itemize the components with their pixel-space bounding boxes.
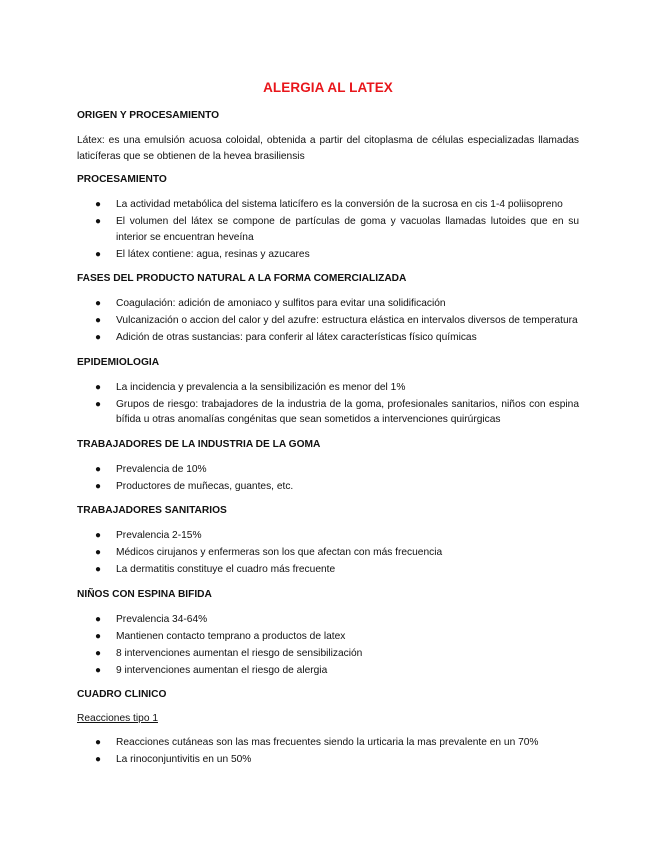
bullet-list [77,462,579,495]
list-item [77,247,579,263]
list-item [77,545,579,561]
bullet-icon: ● [95,630,102,642]
bullet-icon: ● [95,398,102,410]
section-heading: EPIDEMIOLOGIA [77,356,160,368]
list-item [77,214,579,245]
list-item [77,462,579,478]
list-item-text: Mantienen contacto temprano a productos de latex [116,630,346,642]
bullet-list [77,735,579,768]
document-body [77,80,579,778]
list-item-text: La rinoconjuntivitis en un 50% [116,754,252,765]
bullet-icon: ● [95,564,102,575]
list-item [77,296,579,312]
bullet-icon: ● [95,547,102,558]
list-item-text: La incidencia y prevalencia a la sensibilización es menor del 1% [116,381,406,393]
list-item [77,663,579,679]
bullet-list [77,528,579,578]
bullet-icon: ● [95,332,102,343]
bullet-list [77,296,579,346]
bullet-icon: ● [95,530,102,541]
section-heading: FASES DEL PRODUCTO NATURAL A LA FORMA COMERCIALIZADA [77,273,407,284]
list-item [77,330,579,346]
list-item-text: La dermatitis constituye el cuadro más frecuente [116,564,336,575]
list-item-text: Grupos de riesgo: trabajadores de la industria de la goma, profesionales sanitarios, niños con espina bífida u otras anomalías congénitas que sean sometidos a intervenciones quirúrgicas [116,398,579,425]
document-content [77,109,579,768]
section-heading: CUADRO CLINICO [77,689,167,700]
bullet-icon: ● [95,647,102,659]
list-item-text: 8 intervenciones aumentan el riesgo de sensibilización [116,647,363,659]
list-item [77,313,579,329]
list-item [77,562,579,578]
bullet-icon: ● [95,463,102,475]
list-item [77,528,579,544]
subsection-heading: Reacciones tipo 1 [77,713,158,724]
bullet-icon: ● [95,248,102,260]
list-item-text: Prevalencia 2-15% [116,530,202,541]
list-item [77,397,579,428]
list-item-text: 9 intervenciones aumentan el riesgo de alergia [116,664,328,676]
list-item [77,752,579,768]
bullet-icon: ● [95,754,102,765]
bullet-list [77,380,579,428]
list-item [77,612,579,628]
bullet-icon: ● [95,199,102,210]
list-item-text: Prevalencia de 10% [116,463,207,475]
list-item [77,197,579,213]
bullet-icon: ● [95,298,102,309]
document-title: ALERGIA AL LATEX [263,80,393,95]
bullet-icon: ● [95,216,102,227]
list-item-text: Médicos cirujanos y enfermeras son los que afectan con más frecuencia [116,547,443,558]
bullet-list [77,197,579,262]
section-heading: TRABAJADORES DE LA INDUSTRIA DE LA GOMA [77,438,321,450]
list-item [77,646,579,662]
section-heading: PROCESAMIENTO [77,174,167,185]
bullet-icon: ● [95,737,102,748]
section-heading: ORIGEN Y PROCESAMIENTO [77,110,220,121]
list-item [77,735,579,751]
list-item-text: Prevalencia 34-64% [116,613,208,625]
bullet-list [77,612,579,679]
list-item-text: La actividad metabólica del sistema laticífero es la conversión de la sucrosa en cis 1-4 poliisopreno [116,199,563,210]
list-item-text: Productores de muñecas, guantes, etc. [116,480,294,492]
paragraph: Látex: es una emulsión acuosa coloidal, obtenida a partir del citoplasma de células especializadas llamadas laticíferas que se obtienen de la hevea brasiliensis [77,135,579,162]
list-item-text: Adición de otras sustancias: para conferir al látex características físico químicas [116,332,477,343]
bullet-icon: ● [95,613,102,625]
list-item-text: El látex contiene: agua, resinas y azucares [116,248,310,260]
list-item-text: Coagulación: adición de amoniaco y sulfitos para evitar una solidificación [116,298,446,309]
list-item-text: Vulcanización o accion del calor y del azufre: estructura elástica en intervalos diversos de temperatura [116,315,578,326]
list-item-text: El volumen del látex se compone de partículas de goma y vacuolas llamadas lutoides que en su interior se encuentran heveína [116,216,579,243]
bullet-icon: ● [95,480,102,492]
bullet-icon: ● [95,664,102,676]
list-item [77,479,579,495]
list-item [77,380,579,396]
bullet-icon: ● [95,381,102,393]
list-item-text: Reacciones cutáneas son las mas frecuentes siendo la urticaria la mas prevalente en un 70% [116,737,539,748]
list-item [77,629,579,645]
section-heading: TRABAJADORES SANITARIOS [77,505,227,516]
section-heading: NIÑOS CON ESPINA BIFIDA [77,588,212,600]
bullet-icon: ● [95,315,102,326]
